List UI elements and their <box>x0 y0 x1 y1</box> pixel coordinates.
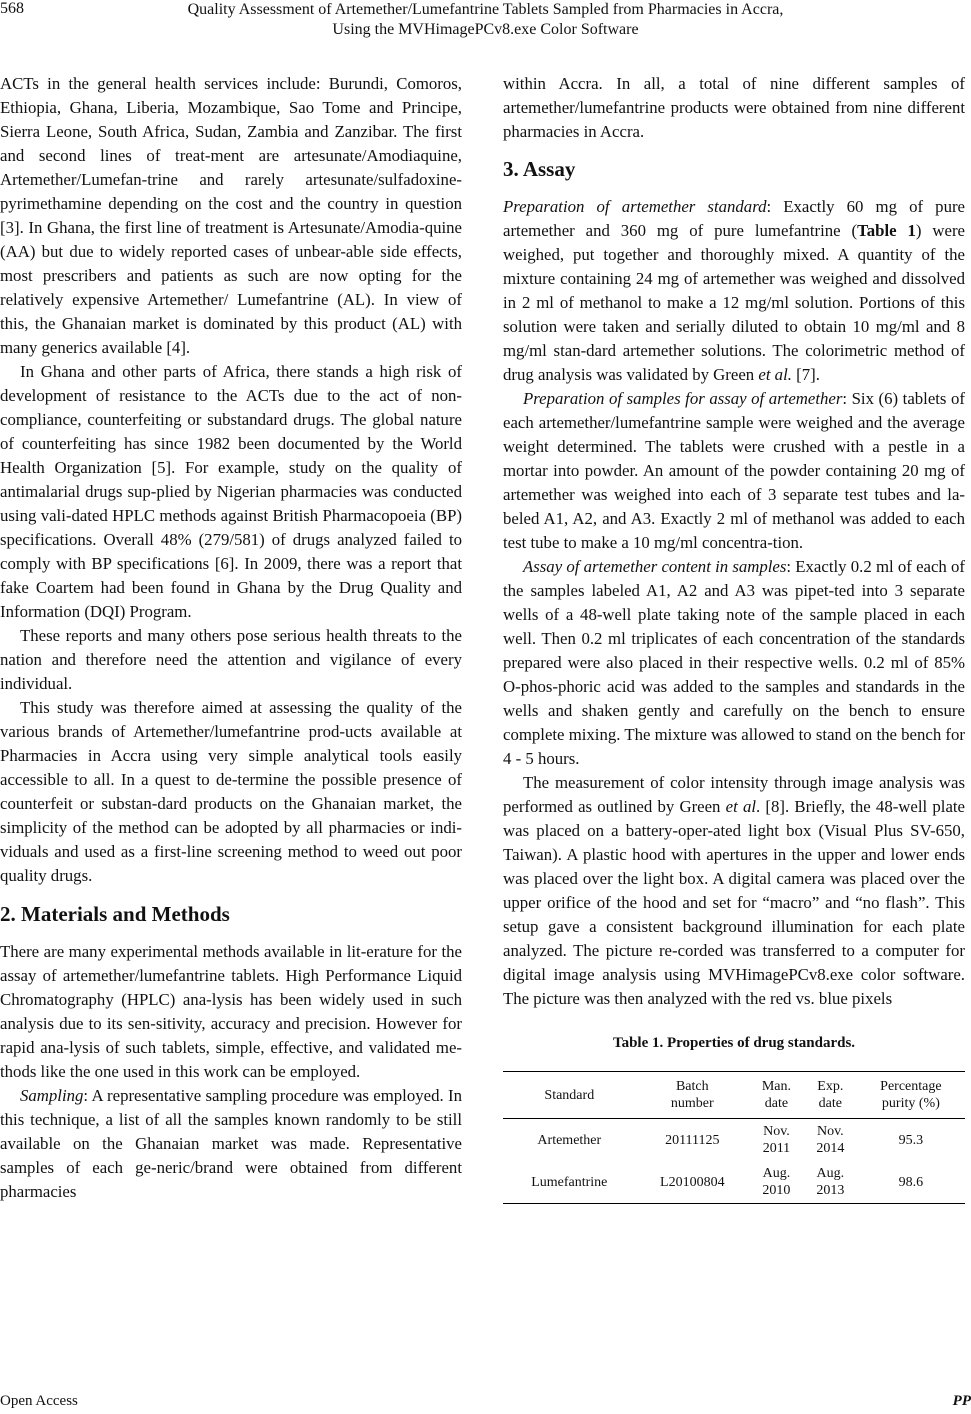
run-in-heading: Assay of artemether content in samples <box>523 557 787 576</box>
paragraph: There are many experimental methods available in lit-erature for the assay of artemether/lumefantrine tablets. High Performance Liquid Chromatography (HPLC) ana-lysis has been widely used in such analysis due to its sen-sitivity, accuracy and precision. However for rapid ana-lysis of such tablets, simple, effective, and validated me-thods like the one used in this work can be employed. <box>0 942 462 1081</box>
cell-text: Aug. <box>762 1166 791 1181</box>
cell-man-date <box>749 1161 804 1204</box>
header-man-date <box>749 1072 804 1119</box>
publisher-mark: PP <box>952 1393 971 1409</box>
paragraph-text: The measurement of color intensity through image analysis was performed as outlined by Green <box>503 773 965 816</box>
cell-exp-date <box>804 1161 857 1204</box>
cell-text: Nov. <box>763 1124 790 1139</box>
cell-text: 2014 <box>816 1141 845 1156</box>
cell-batch: L20100804 <box>636 1161 749 1204</box>
page-header <box>0 0 971 50</box>
cell-standard: Artemether <box>537 1132 602 1148</box>
header-label: Batch <box>675 1079 709 1094</box>
cell-text: 2010 <box>762 1183 791 1198</box>
paragraph-text: . [8]. Briefly, the 48-well plate was placed on a battery-oper-ated light box (Visual Plus SV-650, Taiwan). A plastic hood with apertures in the upper and lower ends was placed over the light box. A digital camera was placed over the upper orifice of the hood and set for “macro” and “no flash”. This setup gave a consistent background illumination for each plate analyzed. The picture re-corded was transferred to a computer for digital image analysis using MVHimagePCv8.exe color software. The picture was then analyzed with the red vs. blue pixels <box>503 797 966 1008</box>
cell-text: Nov. <box>816 1124 844 1139</box>
paragraph-text: : Six (6) tablets of each artemether/lumefantrine sample were weighed and the average weight determined. The tablets were crushed with a pestle in a mortar into powder. An amount of the powder containing 20 mg of artemether was weighed into each of 3 separate test tubes and la-beled A1, A2, and A3. Exactly 2 ml of methanol was added to each test tube to make a 10 mg/ml concentra-tion. <box>503 389 965 552</box>
paragraph-standard-prep <box>503 195 965 387</box>
table-caption: Table 1. Properties of drug standards. <box>612 1035 856 1051</box>
open-access-label: Open Access <box>0 1393 78 1409</box>
header-exp-date <box>804 1072 857 1119</box>
table-1 <box>503 1031 965 1204</box>
paragraph-assay-content <box>503 555 965 771</box>
paragraph-text: [7]. <box>791 365 820 384</box>
header-label: date <box>764 1096 789 1111</box>
drug-standards-table <box>503 1071 965 1204</box>
et-al: et al. <box>758 365 792 384</box>
header-label: Man. <box>761 1079 792 1094</box>
paragraph-text: : Exactly 60 mg of pure artemether and 360 mg of pure lumefantrine ( <box>503 197 965 240</box>
running-title-line-1: Quality Assessment of Artemether/Lumefantrine Tablets Sampled from Pharmacies in Accra, <box>187 1 784 18</box>
paragraph: ACTs in the general health services include: Burundi, Comoros, Ethiopia, Ghana, Liberia, Mozambique, Sao Tome and Principe, Sierra Leone, South Africa, Sudan, Zambia and Zanzibar. The first and second lines of treat-ment are artesunate/Amodiaquine, Artemether/Lumefan-trine and rarely artesunate/sulfadoxine-pyrimethamine depending on the cost and the country in question [3]. In Ghana, the first line of treatment is Artesunate/Amodia-quine (AA) but due to widely reported cases of unbear-able side effects, most prescribers and patients as such are now opting for the relatively expensive Artemether/ Lumefantrine (AL). In view of this, the Ghanaian market is dominated by this product (AL) with many generics available [4]. <box>0 74 462 357</box>
cell-text: 2013 <box>816 1183 845 1198</box>
cell-purity: 95.3 <box>898 1132 924 1148</box>
header-batch <box>636 1072 749 1119</box>
table-header-row <box>503 1072 965 1119</box>
running-title <box>0 0 971 40</box>
page-number: 568 <box>0 0 24 17</box>
section-heading-assay: 3. Assay <box>503 157 576 181</box>
header-label: Percentage <box>880 1079 942 1094</box>
right-column <box>503 72 965 1204</box>
left-column <box>0 72 462 1204</box>
et-al: et al <box>725 797 757 816</box>
paragraph-sample-prep <box>503 387 965 555</box>
table-row <box>503 1119 965 1162</box>
run-in-heading: Preparation of artemether standard <box>503 197 767 216</box>
paragraph-measurement <box>503 771 965 1011</box>
cell-man-date <box>749 1119 804 1162</box>
header-standard <box>503 1072 636 1119</box>
run-in-heading: Preparation of samples for assay of artemether <box>523 389 843 408</box>
paragraph: These reports and many others pose serious health threats to the nation and therefore need the attention and vigilance of every individual. <box>0 626 462 693</box>
paragraph-text: ) were weighed, put together and thoroughly mixed. A quantity of the mixture containing 24 mg of artemether was weighed and dissolved in 2 ml of methanol to make a 12 mg/ml solution. Portions of this solution were taken and serially diluted to obtain 10 mg/ml and 8 mg/ml stan-dard artemether solutions. The colorimetric method of drug analysis was validated by Green <box>503 221 965 384</box>
cell-text: Aug. <box>816 1166 845 1181</box>
header-purity <box>857 1072 965 1119</box>
paragraph-text: : Exactly 0.2 ml of each of the samples labeled A1, A2 and A3 was pipet-ted into 3 separate wells of a 48-well plate taking note of the sample placed in each well. Then 0.2 ml triplicates of each concentration of the standards prepared were also placed in their respective wells. 0.2 ml of 85% O-phos-phoric acid was added to the samples and standards in the wells and shaken gently and carefully on the bench to ensure complete mixing. The mixture was allowed to stand on the bench for 4 - 5 hours. <box>503 557 965 768</box>
cell-standard: Lumefantrine <box>503 1161 636 1204</box>
paragraph-sampling <box>0 1084 462 1204</box>
header-label: purity (%) <box>881 1096 940 1111</box>
header-label: Standard <box>544 1087 595 1103</box>
paragraph: within Accra. In all, a total of nine different samples of artemether/lumefantrine products were obtained from nine different pharmacies in Accra. <box>503 74 965 141</box>
section-heading-materials-methods: 2. Materials and Methods <box>0 902 230 926</box>
cell-purity: 98.6 <box>857 1161 965 1204</box>
paragraph-text: : A representative sampling procedure was employed. In this technique, a list of all the samples known randomly to be still available on the Ghanaian market was made. Representative samples of each ge-neric/brand were obtained from different pharmacies <box>0 1086 462 1201</box>
header-label: Exp. <box>817 1079 844 1094</box>
cell-batch: 20111125 <box>665 1132 720 1148</box>
paragraph: In Ghana and other parts of Africa, there stands a high risk of development of resistance to the ACTs due to the act of non-compliance, counterfeiting or substandard drugs. The global nature of counterfeiting has since 1982 been documented by the World Health Organization [5]. For example, study on the quality of antimalarial drugs sup-plied by Nigerian pharmacies was conducted using vali-dated HPLC methods against British Pharmacopoeia (BP) specifications. Overall 48% (279/581) of drugs analyzed failed to comply with BP specifications [6]. In 2009, there was a report that fake Coartem had been found in Ghana by the Drug Quality and Information (DQI) Program. <box>0 362 462 621</box>
cell-exp-date <box>804 1119 857 1162</box>
header-label: number <box>670 1096 714 1111</box>
header-label: date <box>818 1096 842 1111</box>
table-reference: Table 1 <box>857 221 916 240</box>
run-in-heading: Sampling <box>20 1086 84 1105</box>
running-title-line-2: Using the MVHimagePCv8.exe Color Software <box>332 21 639 38</box>
paragraph: This study was therefore aimed at assessing the quality of the various brands of Artemether/lumefantrine prod-ucts available at Pharmacies in Accra using very simple analytical tools easily accessible to all. In a quest to de-termine the possible presence of counterfeit or substan-dard products on the Ghanaian market, the simplicity of the method can be adopted by all pharmacies or indi-viduals and used as a first-line screening method to weed out poor quality drugs. <box>0 698 462 885</box>
cell-text: 2011 <box>762 1141 791 1156</box>
table-row <box>503 1161 965 1204</box>
